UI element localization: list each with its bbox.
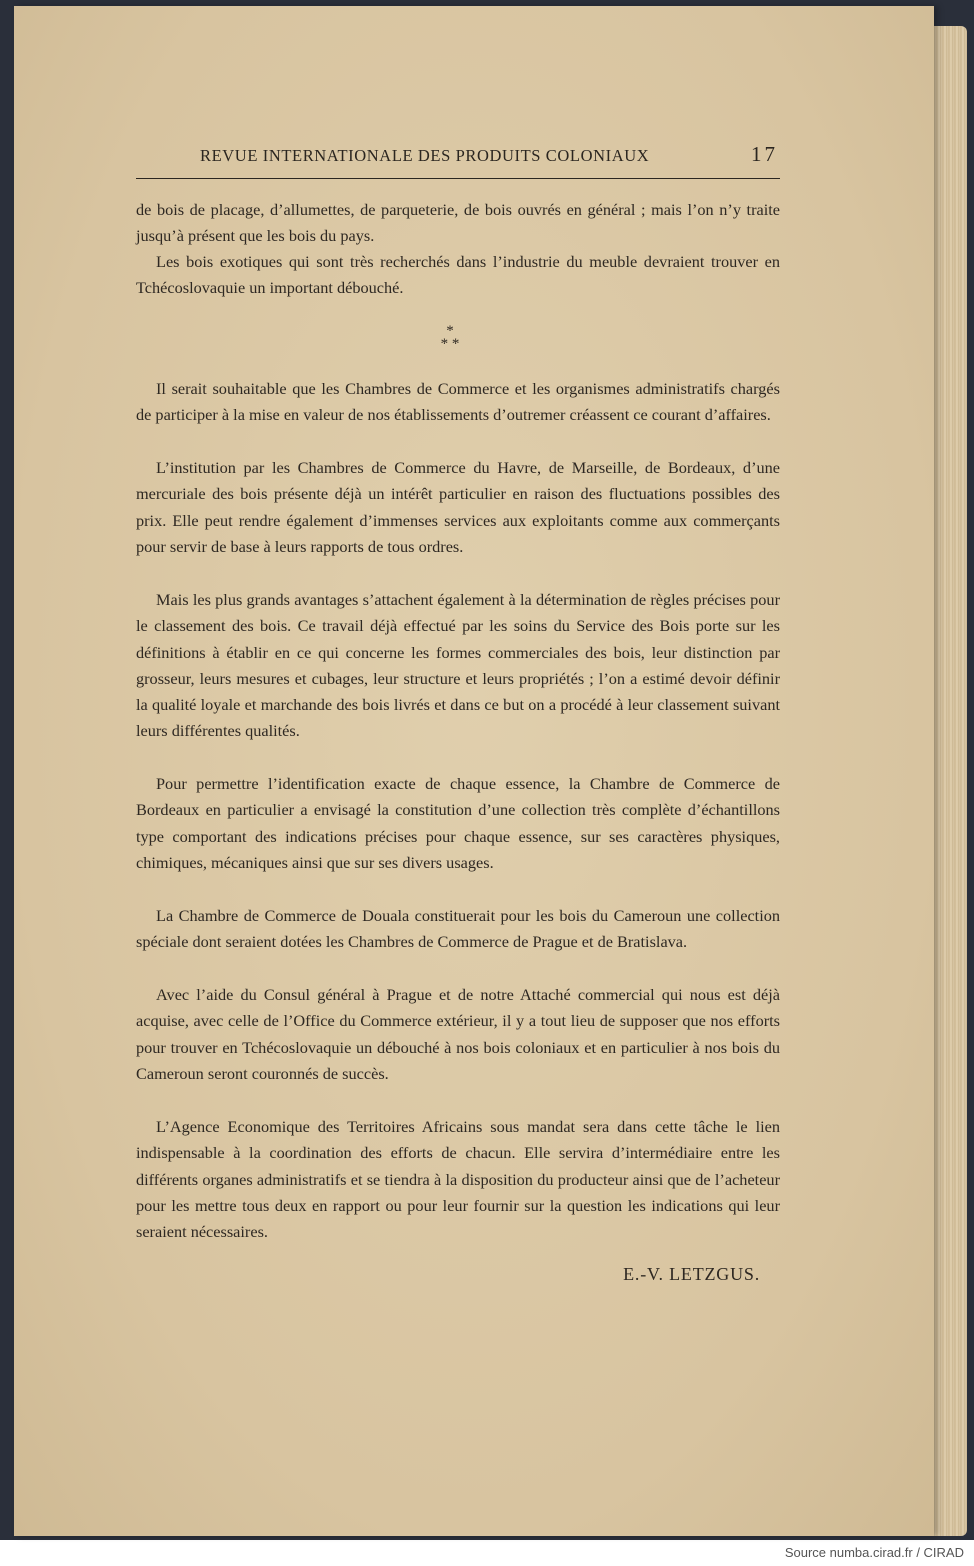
paragraph-3: Il serait souhaitable que les Chambres de Commerce et les organismes administratifs chargés de participer à la mise en valeur de nos établissements d’outremer créassent ce courant d’affaires. (136, 379, 780, 425)
journal-title: REVUE INTERNATIONALE DES PRODUITS COLONIAUX (200, 146, 650, 165)
asterism-bottom: * * (440, 336, 460, 352)
paragraph-9: L’Agence Economique des Territoires Africains sous mandat sera dans cette tâche le lien indispensable à la coordination des efforts de chacun. Elle servira d’intermédiaire entre les différents organes administratifs et se tiendra à la disposition du producteur ainsi que de l’acheteur pour les mettre tous deux en rapport ou pour leur fournir sur la question les indications qui leur seraient nécessaires. (136, 1117, 780, 1242)
section-asterism (430, 325, 470, 355)
paragraph-8: Avec l’aide du Consul général à Prague et de notre Attaché commercial qui nous est déjà acquise, avec celle de l’Office du Commerce extérieur, il y a tout lieu de supposer que nos efforts pour trouver en Tchécoslovaquie un débouché à nos bois coloniaux et en particulier à nos bois du Cameroun seront couronnés de succès. (136, 985, 780, 1083)
running-header (136, 144, 780, 179)
source-credit: Source numba.cirad.fr / CIRAD (784, 1545, 964, 1560)
author-signature: E.-V. LETZGUS. (623, 1264, 760, 1284)
paragraph-1: de bois de placage, d’allumettes, de parqueterie, de bois ouvrés en général ; mais l’on n’y traite jusqu’à présent que les bois du pays. (136, 200, 780, 246)
paragraph-4: L’institution par les Chambres de Commerce du Havre, de Marseille, de Bordeaux, d’une mercuriale des bois présente déjà un intérêt particulier en raison des fluctuations possibles des prix. Elle peut rendre également d’immenses services aux exploitants comme aux commerçants pour servir de base à leurs rapports de tous ordres. (136, 458, 780, 556)
asterism-top: * (446, 323, 454, 339)
paragraph-6: Pour permettre l’identification exacte de chaque essence, la Chambre de Commerce de Bordeaux en particulier a envisagé la constitution d’une collection très complète d’échantillons type comportant des indications précises pour chaque essence, sur ses caractères physiques, chimiques, mécaniques ainsi que sur ses divers usages. (136, 774, 780, 872)
paragraph-5: Mais les plus grands avantages s’attachent également à la détermination de règles précises pour le classement des bois. Ce travail déjà effectué par les soins du Service des Bois porte sur les définitions à établir en ce qui concerne les formes commerciales des bois, leur distinction par grosseur, leurs mesures et cubages, leur structure et leurs propriétés ; l’on a estimé devoir définir la qualité loyale et marchande des bois livrés et dans ce but on a procédé à leur classement suivant leurs différentes qualités. (136, 590, 780, 741)
paragraph-7: La Chambre de Commerce de Douala constituerait pour les bois du Cameroun une collection spéciale dont seraient dotées les Chambres de Commerce de Prague et de Bratislava. (136, 906, 780, 952)
page-number: 17 (751, 142, 778, 166)
paragraph-2: Les bois exotiques qui sont très recherchés dans l’industrie du meuble devraient trouver en Tchécoslovaquie un important débouché. (136, 252, 780, 298)
